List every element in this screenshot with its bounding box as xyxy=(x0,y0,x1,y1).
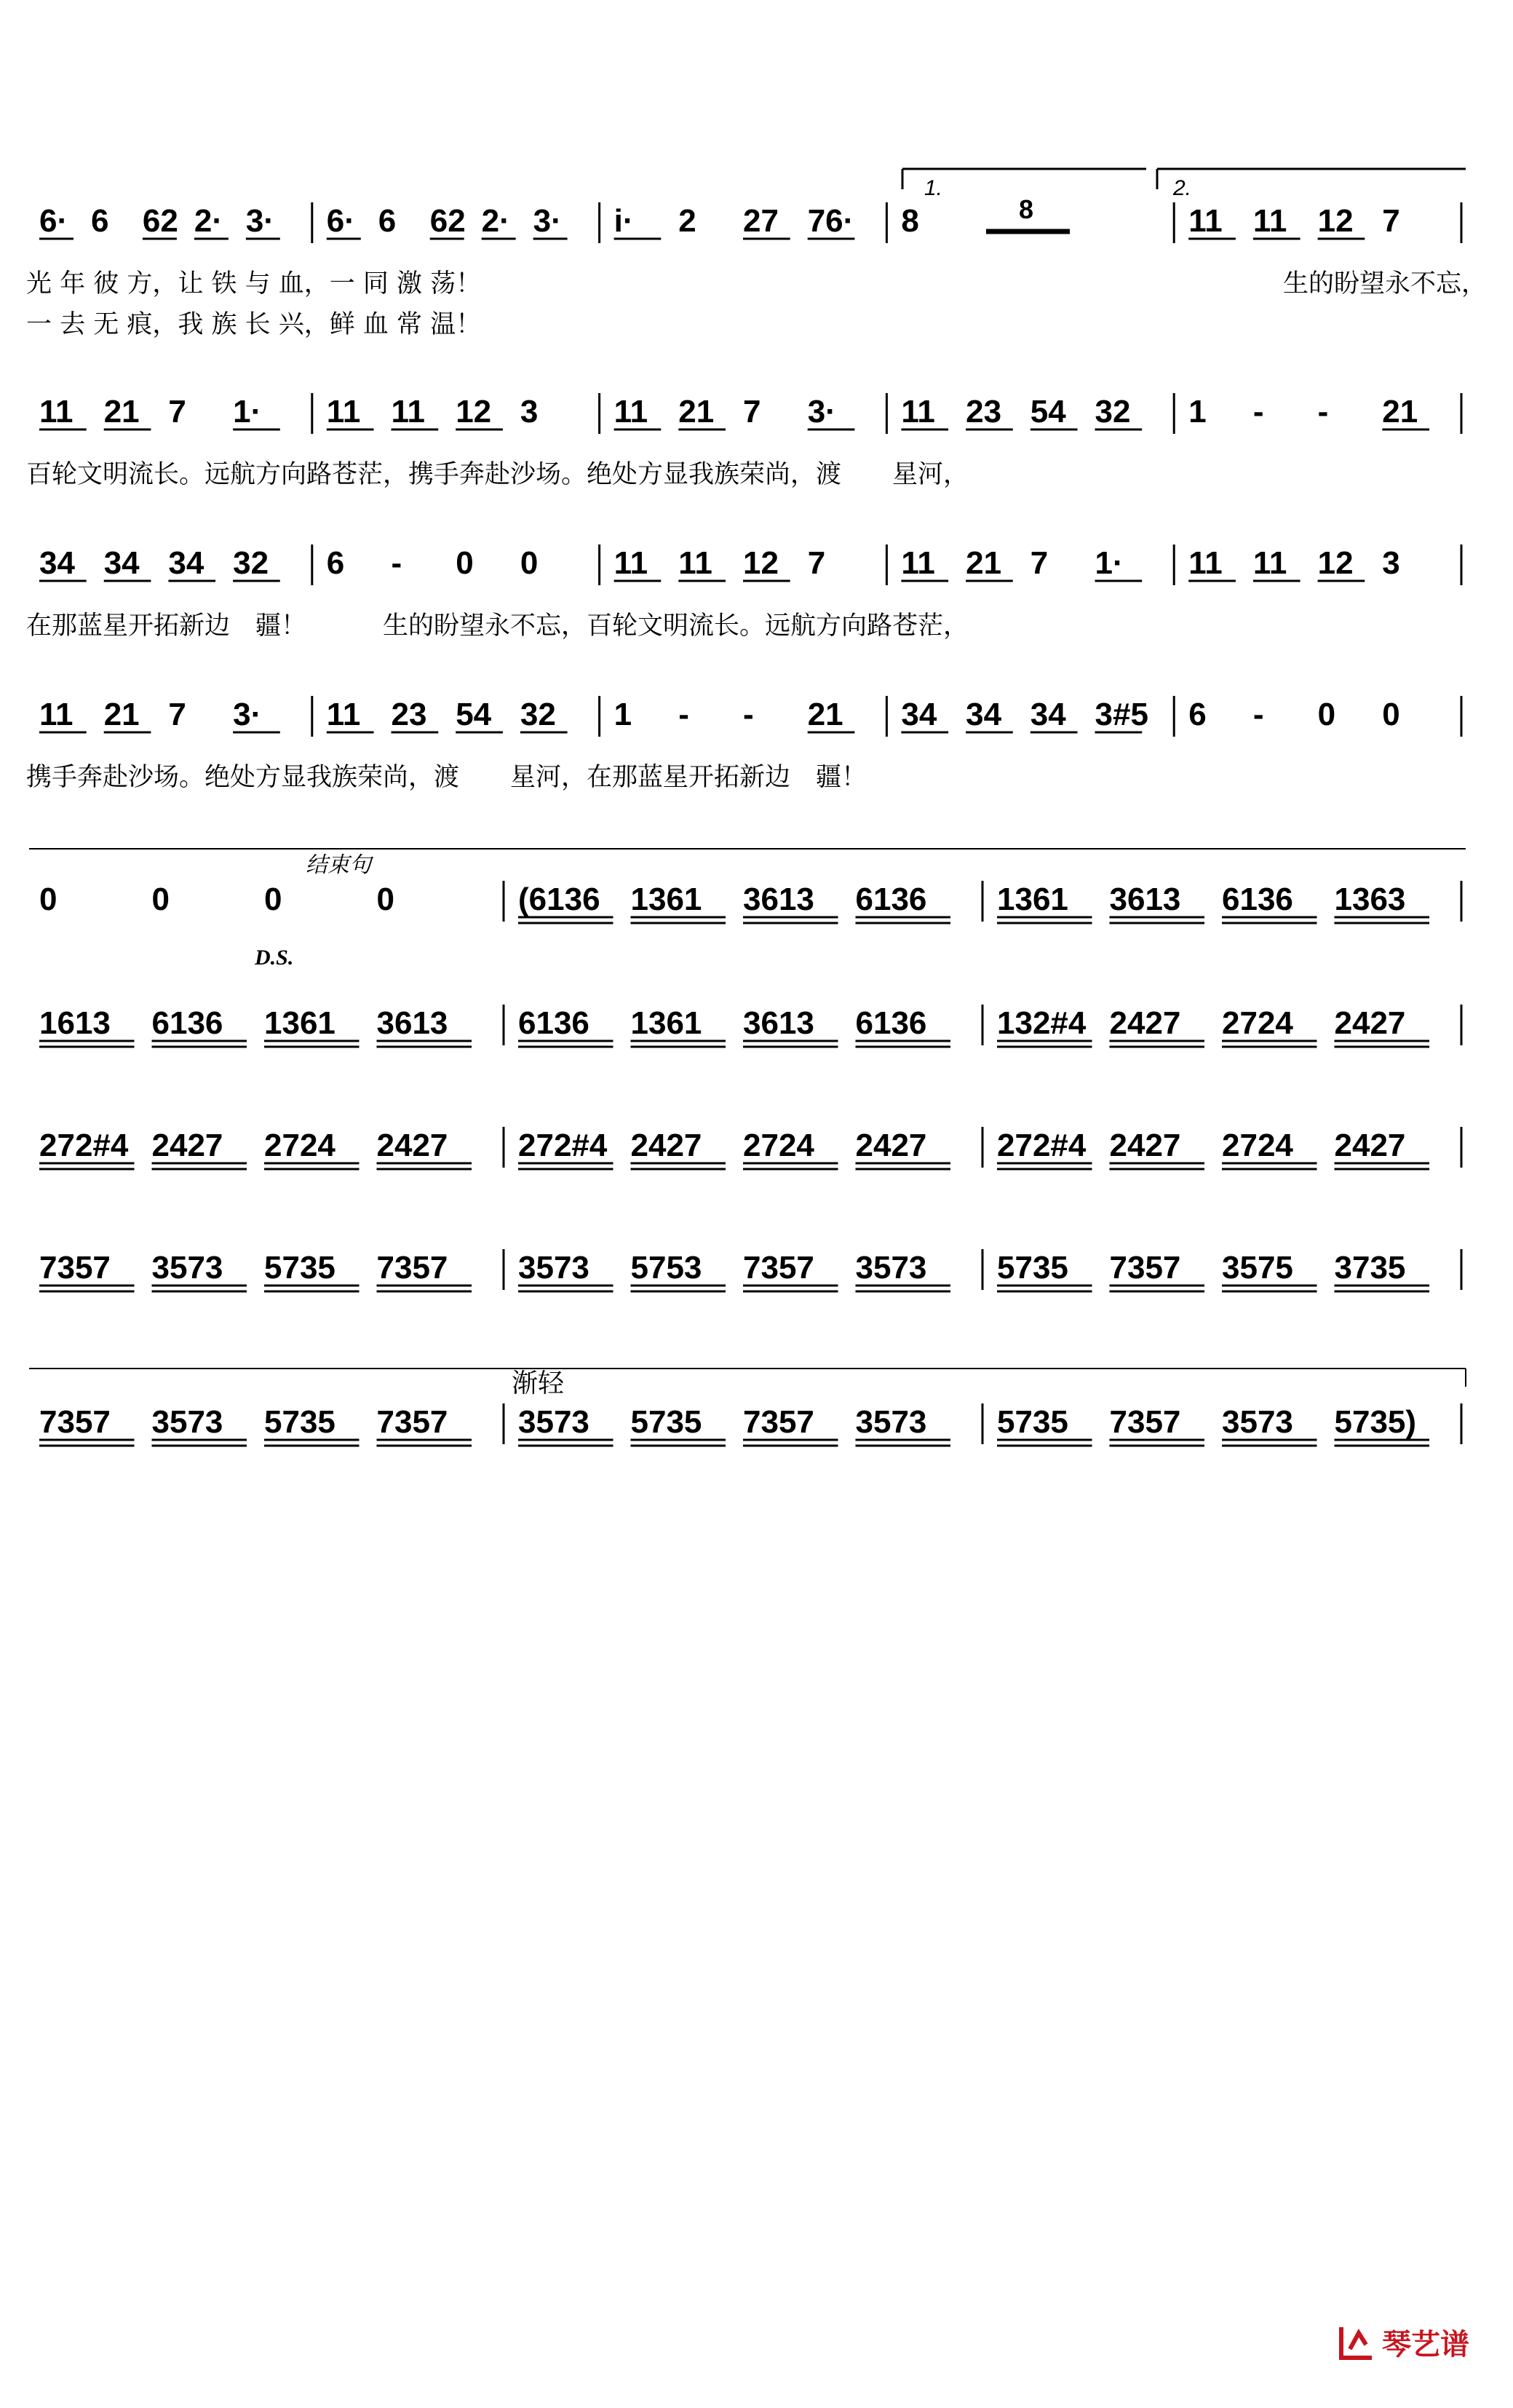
note: 23 xyxy=(391,697,427,732)
note: 6· xyxy=(326,203,355,239)
note: 3 xyxy=(520,394,539,429)
note: 5735 xyxy=(630,1404,702,1440)
note: 2 xyxy=(678,203,696,239)
lyric-line xyxy=(26,606,1487,642)
note: 0 xyxy=(264,882,282,917)
note: 11 xyxy=(901,394,935,429)
note: 272#4 xyxy=(518,1128,608,1163)
note: 6 xyxy=(378,203,397,239)
note: 12 xyxy=(743,545,779,581)
lyric-text: 携手奔赴沙场。绝处方显我族荣尚，渡 星河，在那蓝星开拓新边 疆！ xyxy=(26,763,867,792)
note: 2427 xyxy=(1334,1128,1406,1163)
note: 2· xyxy=(481,203,510,239)
note: 34 xyxy=(901,697,937,732)
note: 6· xyxy=(39,203,68,239)
note: 12 xyxy=(1317,203,1354,239)
lyric-text: 光 年 彼 方，让 铁 与 血，一 同 激 荡！ xyxy=(26,269,482,298)
note: 32 xyxy=(233,545,269,581)
note: 2427 xyxy=(855,1128,927,1163)
note: 3#5 xyxy=(1095,697,1148,732)
note: 0 xyxy=(151,882,170,917)
decrescendo-label: 渐轻 xyxy=(512,1369,565,1398)
note: 32 xyxy=(1095,394,1131,429)
note: 3573 xyxy=(518,1250,589,1286)
note: 2724 xyxy=(743,1128,814,1163)
lyric-line xyxy=(26,454,1487,491)
note: 11 xyxy=(326,394,361,429)
note: 7 xyxy=(743,394,761,429)
note: 7357 xyxy=(1109,1250,1181,1286)
note: - xyxy=(1317,394,1329,429)
note: 2427 xyxy=(151,1128,223,1163)
note: - xyxy=(1252,394,1264,429)
note: 0 xyxy=(39,882,57,917)
note: 3· xyxy=(245,203,274,239)
note: 2427 xyxy=(630,1128,702,1163)
note: 7357 xyxy=(1109,1404,1181,1440)
note: 2724 xyxy=(1222,1128,1293,1163)
note: 11 xyxy=(678,545,712,581)
note: 62 xyxy=(142,203,178,239)
note: 5735 xyxy=(997,1404,1068,1440)
note: 6136 xyxy=(855,1005,927,1041)
note: 1· xyxy=(233,394,262,429)
note: 3613 xyxy=(1109,882,1181,917)
note: 6 xyxy=(326,545,345,581)
multi-rest-count: 8 xyxy=(1019,194,1034,224)
note: 2724 xyxy=(264,1128,335,1163)
note: 3573 xyxy=(1222,1404,1293,1440)
note: 3 xyxy=(1382,545,1400,581)
note: 7 xyxy=(168,394,186,429)
note: 34 xyxy=(168,545,204,581)
note: 2427 xyxy=(1334,1005,1406,1041)
note: 1 xyxy=(1188,394,1207,429)
lyric-extra: 生的盼望永不忘， xyxy=(1282,269,1487,298)
note: 5735 xyxy=(264,1250,335,1286)
notes-layer xyxy=(39,202,1461,1446)
logo-text: 琴艺谱 xyxy=(1382,2328,1469,2361)
note: 7357 xyxy=(743,1250,814,1286)
note: i· xyxy=(613,203,634,239)
note: 8 xyxy=(901,203,919,239)
note: 3· xyxy=(533,203,562,239)
note: 2427 xyxy=(1109,1128,1181,1163)
note: 2427 xyxy=(376,1128,448,1163)
note: 11 xyxy=(391,394,426,429)
note: 132#4 xyxy=(997,1005,1087,1041)
note: (6136 xyxy=(518,882,600,917)
note: 11 xyxy=(39,394,74,429)
note: 11 xyxy=(1252,545,1287,581)
note: 11 xyxy=(1188,203,1223,239)
note: 5735 xyxy=(997,1250,1068,1286)
note: 12 xyxy=(1317,545,1354,581)
lyric-text: 在那蓝星开拓新边 疆！ 生的盼望永不忘，百轮文明流长。远航方向路苍茫， xyxy=(26,611,969,641)
note: 7357 xyxy=(39,1250,111,1286)
note: 3573 xyxy=(518,1404,589,1440)
note: 6 xyxy=(90,203,109,239)
note: 3573 xyxy=(855,1404,927,1440)
note: 6136 xyxy=(855,882,927,917)
ending-label: 结束句 xyxy=(306,852,371,878)
note: 2· xyxy=(194,203,223,239)
note: 7 xyxy=(1030,545,1049,581)
note: 0 xyxy=(456,545,474,581)
note: 6 xyxy=(1188,697,1207,732)
note: 23 xyxy=(966,394,1002,429)
note: 6136 xyxy=(151,1005,223,1041)
ds-mark: D.S. xyxy=(255,946,294,970)
note: 0 xyxy=(376,882,394,917)
note: 6136 xyxy=(518,1005,589,1041)
note: 34 xyxy=(103,545,140,581)
note: 3735 xyxy=(1334,1250,1406,1286)
note: 11 xyxy=(39,697,74,732)
note: 34 xyxy=(1030,697,1066,732)
note: - xyxy=(391,545,402,581)
note: 272#4 xyxy=(997,1128,1087,1163)
note: 62 xyxy=(429,203,466,239)
note: 3· xyxy=(233,697,262,732)
note: 3613 xyxy=(743,882,814,917)
note: 1361 xyxy=(630,1005,702,1041)
note: 3· xyxy=(807,394,836,429)
note: 0 xyxy=(1317,697,1336,732)
note: 3573 xyxy=(151,1404,223,1440)
volta-2-label: 2. xyxy=(1173,176,1192,200)
lyric-text: 一 去 无 痕，我 族 长 兴，鲜 血 常 温！ xyxy=(26,310,482,339)
logo xyxy=(1337,2321,1469,2363)
note: 34 xyxy=(966,697,1002,732)
note: 3573 xyxy=(151,1250,223,1286)
volta-1-label: 1. xyxy=(924,176,943,200)
note: 1363 xyxy=(1334,882,1406,917)
note: 1· xyxy=(1095,545,1124,581)
note: 1361 xyxy=(264,1005,335,1041)
note: - xyxy=(1252,697,1264,732)
note: 21 xyxy=(1382,394,1418,429)
note: 6136 xyxy=(1222,882,1293,917)
note: 0 xyxy=(520,545,539,581)
note: 7 xyxy=(168,697,186,732)
note: - xyxy=(743,697,754,732)
note: 11 xyxy=(326,697,361,732)
note: 21 xyxy=(966,545,1002,581)
note: 3613 xyxy=(376,1005,448,1041)
note: 11 xyxy=(1188,545,1223,581)
note: 21 xyxy=(807,697,843,732)
note: 21 xyxy=(678,394,715,429)
note: 11 xyxy=(613,545,648,581)
note: 7357 xyxy=(376,1250,448,1286)
note: 5753 xyxy=(630,1250,702,1286)
lyric-line xyxy=(26,304,1487,341)
note: 5735 xyxy=(264,1404,335,1440)
lyric-line xyxy=(26,757,1487,793)
note: 11 xyxy=(613,394,648,429)
note: 76· xyxy=(807,203,854,239)
note: 11 xyxy=(901,545,935,581)
note: 1361 xyxy=(997,882,1068,917)
note: 7 xyxy=(1382,203,1400,239)
note: 1 xyxy=(613,697,632,732)
note: 21 xyxy=(103,697,140,732)
note: 1361 xyxy=(630,882,702,917)
note: 54 xyxy=(456,697,492,732)
note: 1613 xyxy=(39,1005,111,1041)
note: 54 xyxy=(1030,394,1066,429)
note: 7357 xyxy=(743,1404,814,1440)
note: 34 xyxy=(39,545,75,581)
lyric-text: 百轮文明流长。远航方向路苍茫，携手奔赴沙场。绝处方显我族荣尚，渡 星河， xyxy=(26,460,969,489)
note: 7 xyxy=(807,545,826,581)
note: 7357 xyxy=(376,1404,448,1440)
note: 0 xyxy=(1382,697,1400,732)
note: 7357 xyxy=(39,1404,111,1440)
note: 12 xyxy=(456,394,492,429)
note: 3575 xyxy=(1222,1250,1293,1286)
note: 11 xyxy=(1252,203,1287,239)
logo-icon xyxy=(1337,2323,1376,2362)
note: 2724 xyxy=(1222,1005,1293,1041)
note: 3613 xyxy=(743,1005,814,1041)
note: 3573 xyxy=(855,1250,927,1286)
note: 272#4 xyxy=(39,1128,129,1163)
note: 32 xyxy=(520,697,556,732)
note: - xyxy=(678,697,689,732)
lyric-line xyxy=(26,264,1487,300)
note: 5735) xyxy=(1334,1404,1417,1440)
note: 2427 xyxy=(1109,1005,1181,1041)
note: 21 xyxy=(103,394,140,429)
note: 27 xyxy=(743,203,779,239)
